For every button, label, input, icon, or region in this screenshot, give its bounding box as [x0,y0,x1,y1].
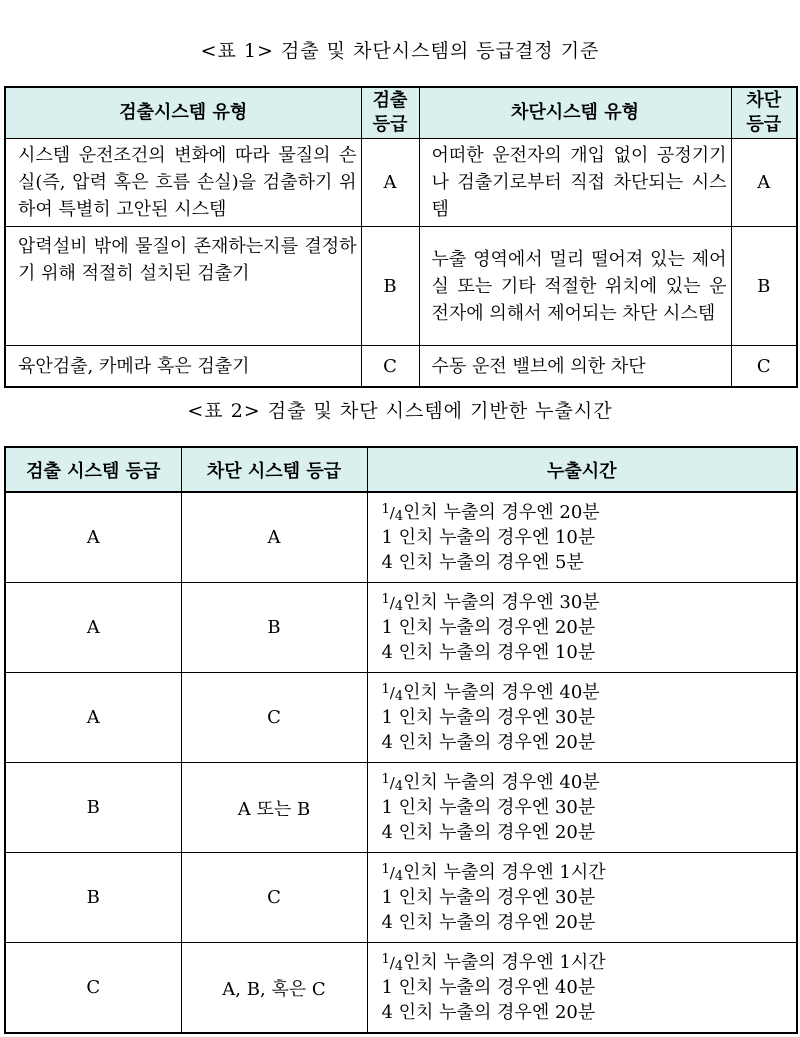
isolation-type-cell: 누출 영역에서 멀리 떨어져 있는 제어실 또는 기타 적절한 위치에 있는 운전자에 의해서 제어되는 차단 시스템 [419,227,731,346]
quarter-fraction: 1/4 [381,862,404,884]
four-inch-line: 4 인치 누출의 경우엔 20분 [381,822,596,843]
four-inch-line: 4 인치 누출의 경우엔 5분 [381,552,584,573]
table-row [5,763,797,853]
leak-duration-cell [367,583,797,673]
quarter-inch-line: 1/4인치 누출의 경우엔 40분 [381,772,600,794]
one-inch-line: 1 인치 누출의 경우엔 10분 [381,527,596,548]
quarter-fraction: 1/4 [381,952,404,974]
table-row [5,346,797,388]
leak-duration-cell [367,492,797,583]
detection-grade-cell: A [5,673,181,763]
isolation-grade-cell: C [181,853,367,943]
isolation-grade-cell: A 또는 B [181,763,367,853]
isolation-grade-cell: A [731,139,797,227]
table-row [5,583,797,673]
quarter-fraction: 1/4 [381,502,404,524]
four-inch-line: 4 인치 누출의 경우엔 20분 [381,1002,596,1023]
leak-duration-cell [367,763,797,853]
table-row [5,227,797,346]
one-inch-line: 1 인치 누출의 경우엔 20분 [381,617,596,638]
one-inch-line: 1 인치 누출의 경우엔 40분 [381,977,596,998]
header-detection-system-grade: 검출 시스템 등급 [5,447,181,492]
detection-grade-cell: A [361,139,419,227]
isolation-grade-cell: C [181,673,367,763]
detection-grade-cell: B [361,227,419,346]
detection-type-cell: 시스템 운전조건의 변화에 따라 물질의 손실(즉, 압력 혹은 흐름 손실)을 검출하기 위하여 특별히 고안된 시스템 [5,139,361,227]
header-isolation-grade: 차단 등급 [731,87,797,139]
isolation-type-cell: 어떠한 운전자의 개입 없이 공정기기나 검출기로부터 직접 차단되는 시스템 [419,139,731,227]
leak-duration-cell [367,853,797,943]
detection-type-cell: 압력설비 밖에 물질이 존재하는지를 결정하기 위해 적절히 설치된 검출기 [5,227,361,346]
quarter-inch-line: 1/4인치 누출의 경우엔 1시간 [381,952,606,974]
quarter-inch-line: 1/4인치 누출의 경우엔 1시간 [381,862,606,884]
detection-grade-cell: A [5,583,181,673]
four-inch-line: 4 인치 누출의 경우엔 10분 [381,642,596,663]
detection-grade-cell: A [5,492,181,583]
isolation-grade-cell: A [181,492,367,583]
quarter-inch-line: 1/4인치 누출의 경우엔 20분 [381,502,600,524]
table-row [5,853,797,943]
one-inch-line: 1 인치 누출의 경우엔 30분 [381,887,596,908]
detection-grade-cell: B [5,763,181,853]
grading-criteria-table [4,86,798,388]
header-detection-grade: 검출 등급 [361,87,419,139]
quarter-fraction: 1/4 [381,772,404,794]
detection-grade-cell: B [5,853,181,943]
leak-duration-cell [367,943,797,1034]
quarter-inch-line: 1/4인치 누출의 경우엔 30분 [381,592,600,614]
isolation-grade-cell: A, B, 혹은 C [181,943,367,1034]
table1-header-row [5,87,797,139]
isolation-grade-cell: B [731,227,797,346]
table1-caption: <표 1> 검출 및 차단시스템의 등급결정 기준 [200,40,600,62]
table2-header-row [5,447,797,492]
table-row [5,673,797,763]
header-isolation-system-grade: 차단 시스템 등급 [181,447,367,492]
leak-duration-cell [367,673,797,763]
table2-caption: <표 2> 검출 및 차단 시스템에 기반한 누출시간 [187,400,613,422]
one-inch-line: 1 인치 누출의 경우엔 30분 [381,707,596,728]
leak-duration-table [4,446,798,1034]
header-detection-type: 검출시스템 유형 [5,87,361,139]
header-isolation-type: 차단시스템 유형 [419,87,731,139]
isolation-type-cell: 수동 운전 밸브에 의한 차단 [419,346,731,388]
table-row [5,139,797,227]
detection-grade-cell: C [5,943,181,1034]
isolation-grade-cell: B [181,583,367,673]
detection-type-cell: 육안검출, 카메라 혹은 검출기 [5,346,361,388]
four-inch-line: 4 인치 누출의 경우엔 20분 [381,912,596,933]
table-row [5,492,797,583]
isolation-grade-cell: C [731,346,797,388]
quarter-fraction: 1/4 [381,592,404,614]
quarter-inch-line: 1/4인치 누출의 경우엔 40분 [381,682,600,704]
four-inch-line: 4 인치 누출의 경우엔 20분 [381,732,596,753]
table-row [5,943,797,1034]
detection-grade-cell: C [361,346,419,388]
one-inch-line: 1 인치 누출의 경우엔 30분 [381,797,596,818]
header-leak-duration: 누출시간 [367,447,797,492]
quarter-fraction: 1/4 [381,682,404,704]
